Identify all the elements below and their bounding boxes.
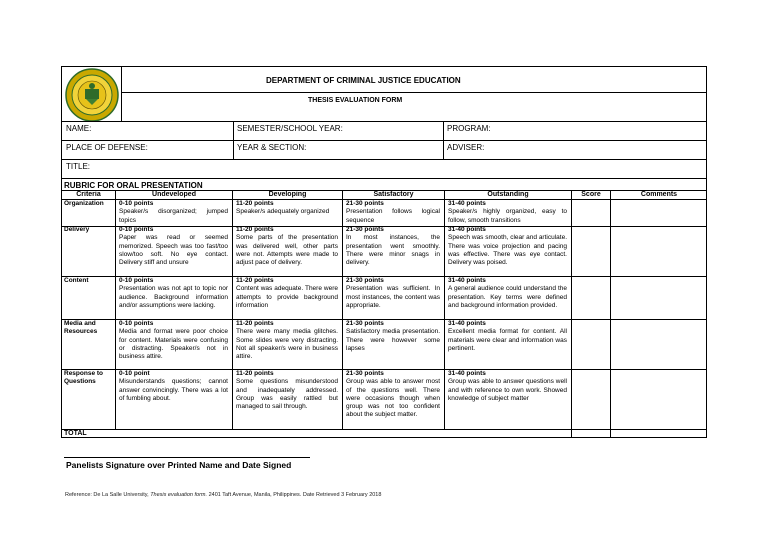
field-divider xyxy=(443,121,444,159)
cell-organization-satisfactory: 21-30 points Presentation follows logical sequence xyxy=(346,200,440,224)
cell-response-satisfactory: 21-30 points Group was able to answer most of the questions well. There were occasions though when group was not too confident about the subject matter. xyxy=(346,370,440,419)
name-field-label: NAME: xyxy=(66,124,92,133)
cell-media-satisfactory: 21-30 points Satisfactory media presentation. There were however some lapses xyxy=(346,320,440,352)
header-divider xyxy=(121,92,707,93)
col-header-outstanding: Outstanding xyxy=(487,191,529,198)
col-header-score: Score xyxy=(581,191,601,198)
reference-note: Reference: De La Salle University, Thesis evaluation form. 2401 Taft Avenue, Manila, Philippines. Date Retrieved 3 February 2018 xyxy=(65,492,382,498)
place-field-label: PLACE OF DEFENSE: xyxy=(66,143,148,152)
cell-content-satisfactory: 21-30 points Presentation was sufficient. In most instances, the content was appropriate. xyxy=(346,277,440,309)
criteria-delivery: Delivery xyxy=(64,226,90,233)
row-line xyxy=(61,178,707,179)
col-header-undeveloped: Undeveloped xyxy=(152,191,196,198)
department-title: DEPARTMENT OF CRIMINAL JUSTICE EDUCATION xyxy=(266,76,461,85)
total-label: TOTAL xyxy=(64,430,87,437)
cell-response-developing: 11-20 points Some questions misunderstood and inadequately addressed. Group was easily rattled but managed to sail through. xyxy=(236,370,338,411)
logo-divider xyxy=(121,66,122,121)
cell-organization-outstanding: 31-40 points Speaker/s highly organized, easy to follow, smooth transitions xyxy=(448,200,567,224)
criteria-organization: Organization xyxy=(64,200,104,207)
university-seal-logo xyxy=(61,67,121,123)
row-line xyxy=(61,159,707,160)
col-header-developing: Developing xyxy=(268,191,307,198)
signature-line xyxy=(64,457,310,458)
cell-response-outstanding: 31-40 points Group was able to answer questions well and with reference to own work. Showed knowledge of subject matter xyxy=(448,370,567,402)
col-divider xyxy=(571,190,572,438)
field-divider xyxy=(233,121,234,159)
cell-organization-undeveloped: 0-10 points Speaker/s disorganized; jumped topics xyxy=(119,200,228,224)
cell-delivery-undeveloped: 0-10 points Paper was read or seemed memorized. Speech was too fast/too slow/too soft. No eye contact. Delivery stiff and unsure xyxy=(119,226,228,267)
title-field-label: TITLE: xyxy=(66,162,91,171)
program-field-label: PROGRAM: xyxy=(447,124,491,133)
cell-delivery-outstanding: 31-40 points Speech was smooth, clear and articulate. There was voice projection and pacing was effective. There was eye contact. Delivery was poised. xyxy=(448,226,567,267)
cell-organization-developing: 11-20 points Speaker/s adequately organized xyxy=(236,200,330,216)
row-line xyxy=(61,121,707,122)
semester-field-label: SEMESTER/SCHOOL YEAR: xyxy=(237,124,343,133)
col-header-satisfactory: Satisfactory xyxy=(373,191,414,198)
rubric-title: RUBRIC FOR ORAL PRESENTATION xyxy=(64,181,203,190)
signature-label: Panelists Signature over Printed Name and Date Signed xyxy=(66,460,292,470)
cell-delivery-developing: 11-20 points Some parts of the presentation was delivered well, other parts were not. Attempts were made to adjust pace of delivery. xyxy=(236,226,338,267)
cell-media-developing: 11-20 points There were many media glitches. Some slides were very distracting. Not all speaker/s were in business attire. xyxy=(236,320,338,361)
criteria-media-resources: Media and Resources xyxy=(64,320,98,335)
criteria-response-questions: Response to Questions xyxy=(64,370,104,385)
cell-content-undeveloped: 0-10 points Presentation was not apt to topic nor audience. Background information and/or assumptions were lacking. xyxy=(119,277,228,309)
form-title: THESIS EVALUATION FORM xyxy=(308,97,403,104)
cell-media-outstanding: 31-40 points Excellent media format for content. All materials were clear and information was pertinent. xyxy=(448,320,567,352)
cell-delivery-satisfactory: 21-30 points In most instances, the presentation went smoothly. There were minor snags in delivery. xyxy=(346,226,440,267)
criteria-content: Content xyxy=(64,277,89,284)
row-line xyxy=(61,140,707,141)
col-header-comments: Comments xyxy=(640,191,678,198)
cell-content-developing: 11-20 points Content was adequate. There were attempts to provide background information xyxy=(236,277,338,309)
row-line xyxy=(61,429,707,430)
adviser-field-label: ADVISER: xyxy=(447,143,485,152)
year-section-field-label: YEAR & SECTION: xyxy=(237,143,307,152)
col-header-criteria: Criteria xyxy=(76,191,101,198)
cell-response-undeveloped: 0-10 point Misunderstands questions; cannot answer convincingly. There was a lot of fumbling about. xyxy=(119,370,228,402)
cell-content-outstanding: 31-40 points A general audience could understand the presentation. Key terms were defined and background information provided. xyxy=(448,277,567,309)
cell-media-undeveloped: 0-10 points Media and format were poor choice for content. Materials were confusing or distracting. Speaker/s not in business attire. xyxy=(119,320,228,361)
col-divider xyxy=(610,190,611,438)
